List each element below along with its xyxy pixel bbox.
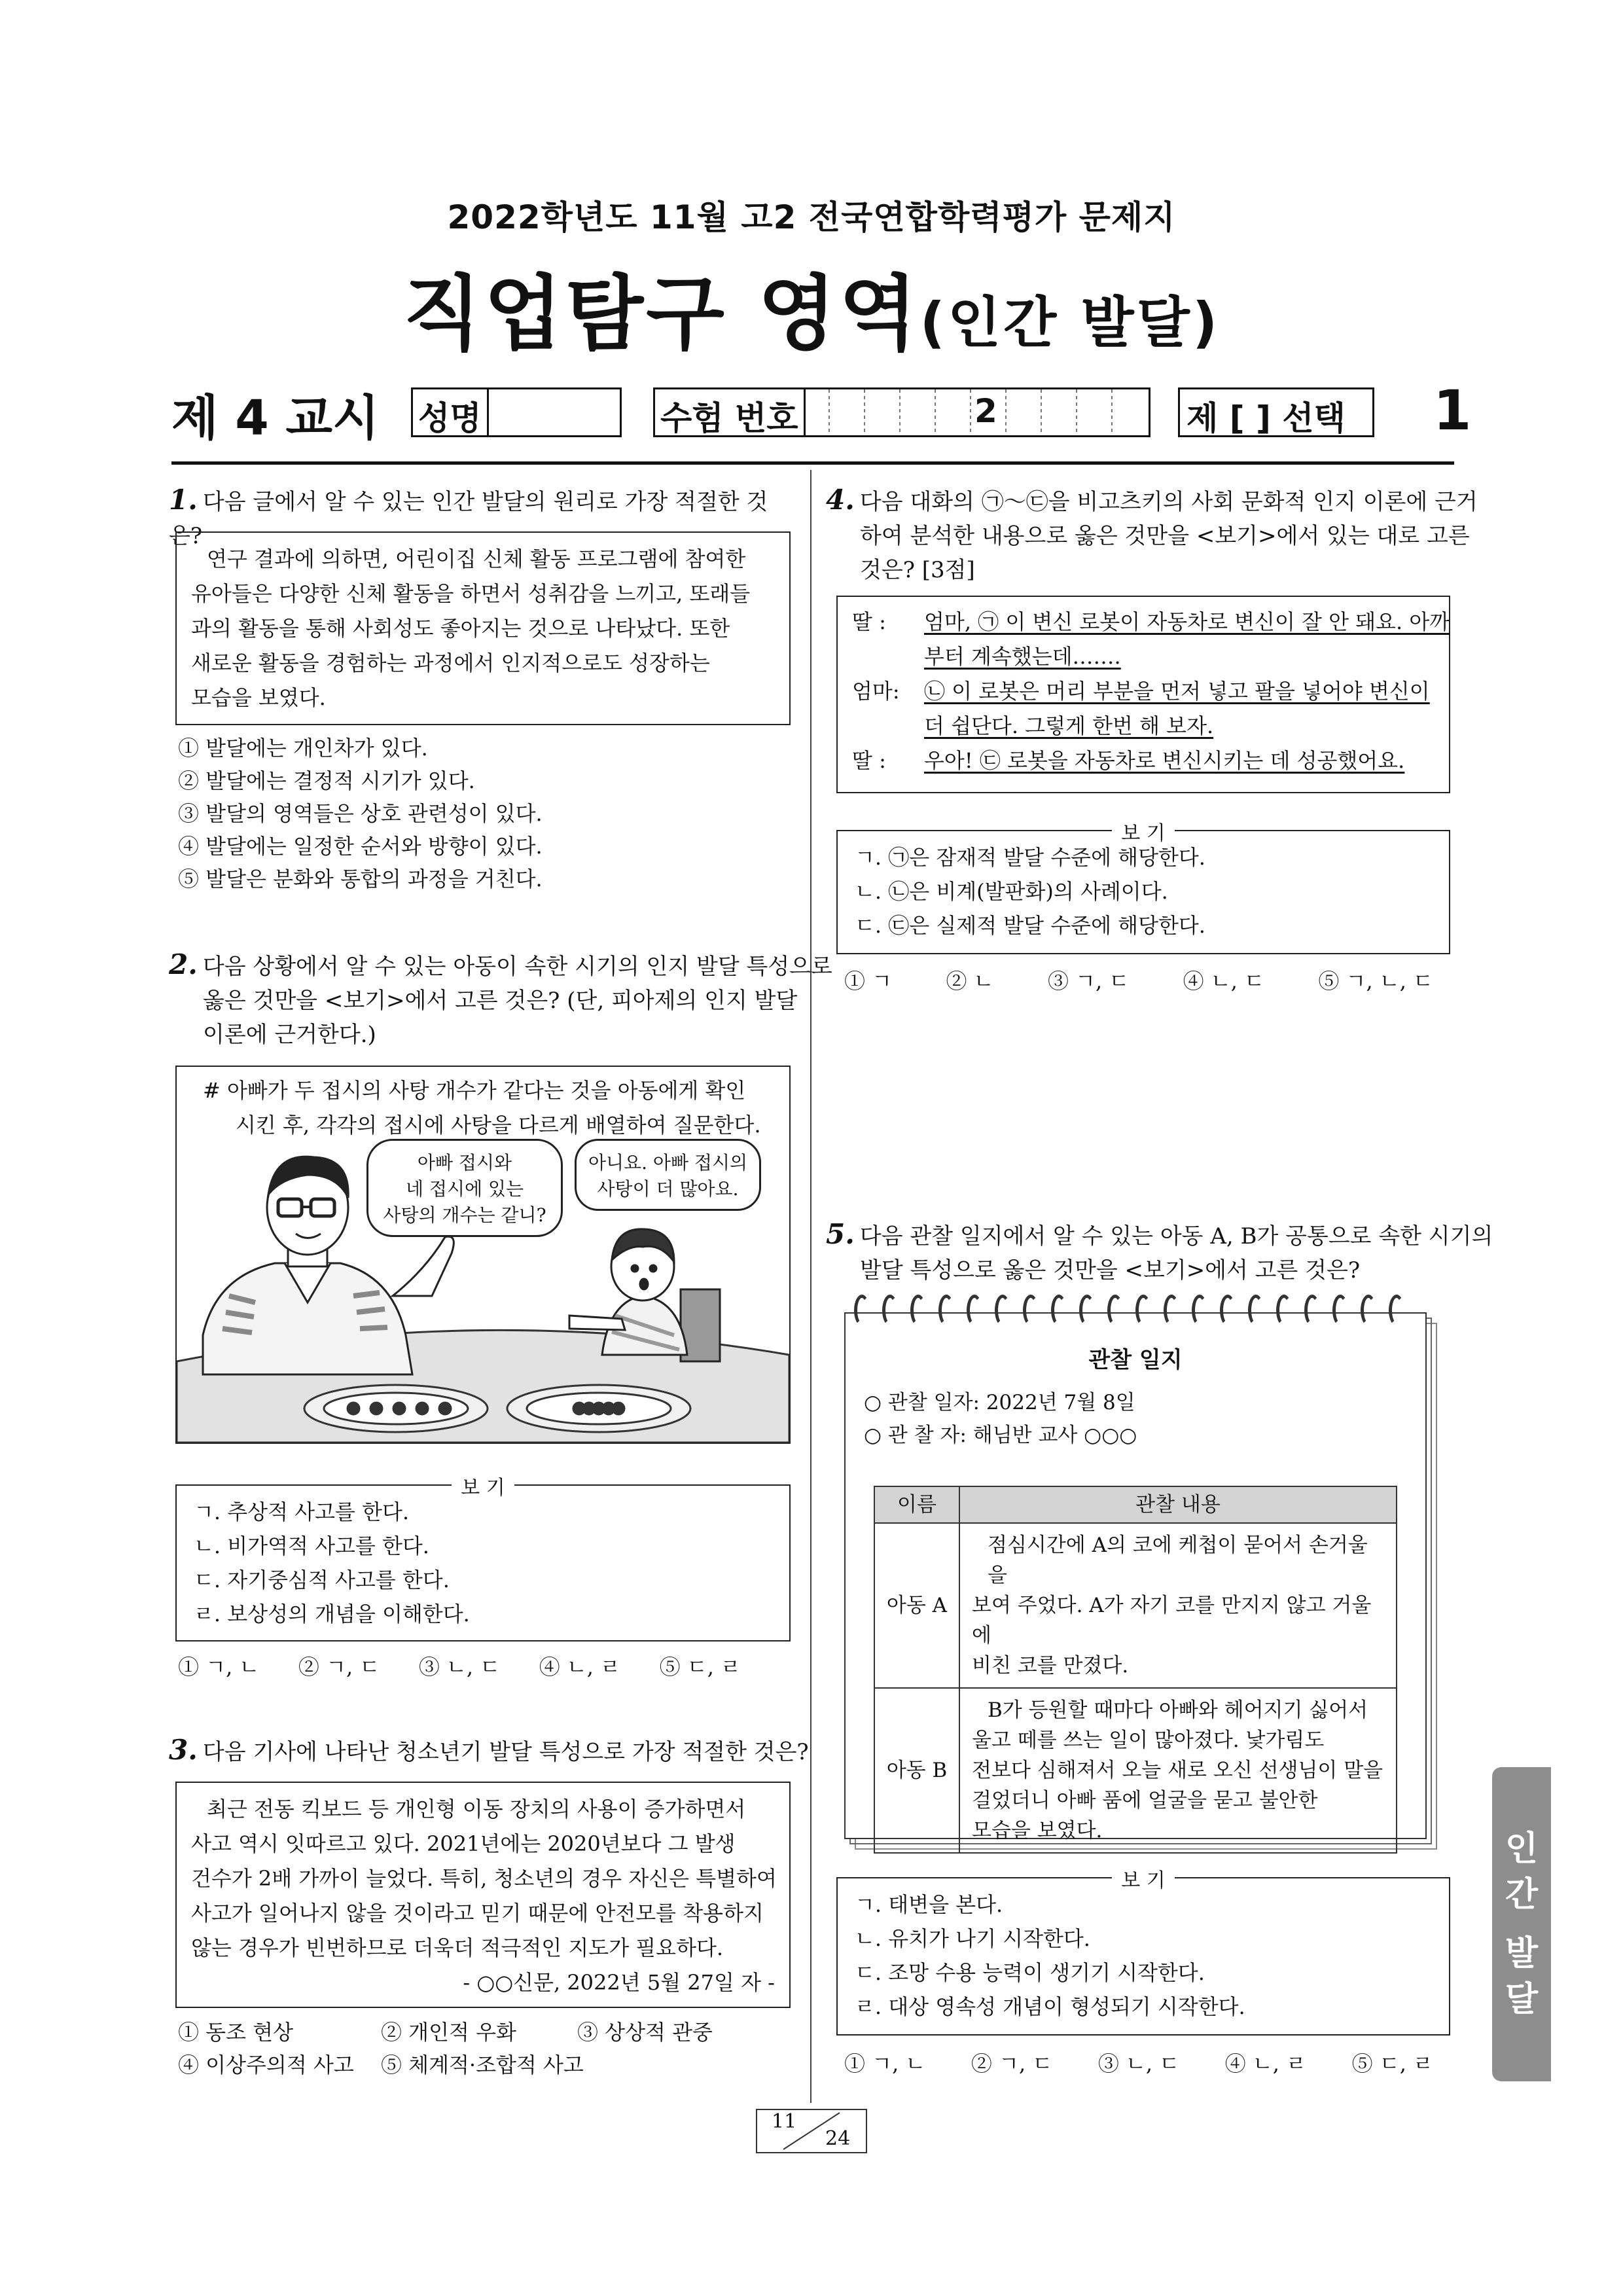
question-3-article bbox=[175, 1782, 791, 2008]
notebook-ring bbox=[1192, 1295, 1207, 1326]
table-header-row bbox=[874, 1486, 1397, 1523]
passage-line: 새로운 활동을 경험하는 과정에서 인지적으로도 성장하는 bbox=[191, 651, 710, 675]
content-line: 울고 떼를 쓰는 일이 많아졌다. 낯가림도 bbox=[972, 1729, 1325, 1752]
choice-3[interactable]: ③ ㄱ, ㄷ bbox=[1047, 969, 1130, 994]
choice-4[interactable]: ④ ㄴ, ㄹ bbox=[1224, 2051, 1307, 2076]
exam-number-cells bbox=[794, 389, 1149, 435]
prompt-line: 것은? [3점] bbox=[860, 557, 975, 583]
child-name: 아동 B bbox=[874, 1688, 959, 1853]
article-line: 사고가 일어나지 않을 것이라고 믿기 때문에 안전모를 착용하지 bbox=[191, 1901, 764, 1926]
bogi-title: 보 기 bbox=[452, 1477, 514, 1499]
page-number: 1 bbox=[1433, 378, 1472, 442]
choice-1[interactable]: ① ㄱ, ㄴ bbox=[844, 2051, 926, 2076]
notebook-ring bbox=[1332, 1295, 1348, 1326]
bogi-item: ㄷ. 조망 수용 능력이 생기기 시작한다. bbox=[855, 1960, 1205, 1985]
choice-1[interactable]: ① ㄱ bbox=[844, 969, 893, 994]
exam-title bbox=[0, 249, 1623, 365]
question-4-choices bbox=[844, 965, 1446, 997]
child-name: 아동 A bbox=[874, 1523, 959, 1688]
page-indicator bbox=[756, 2109, 867, 2153]
choice-2[interactable]: ② ㄱ, ㄷ bbox=[298, 1655, 380, 1679]
notebook-ring bbox=[1051, 1295, 1067, 1326]
current-page: 11 bbox=[772, 2110, 797, 2133]
choice-1[interactable]: ① ㄱ, ㄴ bbox=[178, 1655, 260, 1679]
prompt-line: 옳은 것만을 <보기>에서 고른 것은? (단, 피아제의 인지 발달 bbox=[203, 988, 798, 1014]
bogi-item: ㄷ. ㉢은 실제적 발달 수준에 해당한다. bbox=[855, 913, 1205, 938]
notebook-ring bbox=[1304, 1295, 1320, 1326]
choice-5[interactable]: ⑤ 체계적·조합적 사고 bbox=[381, 2053, 584, 2077]
notebook-ring bbox=[882, 1295, 898, 1326]
bubble-line: 아니요. 아빠 접시의 bbox=[588, 1152, 748, 1174]
question-2-prompt bbox=[169, 948, 832, 1052]
question-1-number: 1. bbox=[169, 484, 198, 516]
content-line: 모습을 보였다. bbox=[972, 1819, 1103, 1842]
question-1-text: 다음 글에서 알 수 있는 인간 발달의 원리로 가장 적절한 것은? bbox=[169, 489, 768, 549]
child-speech-bubble bbox=[575, 1139, 761, 1211]
dialogue-turn: 딸 : 우아! ㉢ 로봇을 자동차로 변신시키는 데 성공했어요. bbox=[852, 744, 1435, 778]
question-2-number: 2. bbox=[169, 948, 198, 980]
prompt-line: 이론에 근거한다.) bbox=[203, 1022, 376, 1048]
choice-5[interactable]: ⑤ ㄷ, ㄹ bbox=[1351, 2051, 1433, 2076]
content-line: B가 등원할 때마다 아빠와 헤어지기 싫어서 bbox=[988, 1698, 1368, 1722]
notebook-ring bbox=[1361, 1295, 1376, 1326]
bubble-line: 아빠 접시와 bbox=[417, 1152, 512, 1174]
question-1-choices bbox=[178, 732, 543, 895]
side-tab-char: 간 bbox=[1505, 1875, 1539, 1914]
speaker-mother: 엄마 bbox=[852, 679, 893, 704]
choice-3[interactable]: ③ ㄴ, ㄷ bbox=[1097, 2051, 1180, 2076]
bogi-title: 보 기 bbox=[1112, 822, 1175, 845]
question-2-choices bbox=[178, 1651, 793, 1683]
dialogue-turn: 딸 : 엄마, ㉠ 이 변신 로봇이 자동차로 변신이 잘 안 돼요. 아까 부터 계속했는데……. bbox=[852, 605, 1435, 674]
choice-5[interactable]: ⑤ ㄱ, ㄴ, ㄷ bbox=[1318, 969, 1433, 994]
notebook-ring bbox=[1079, 1295, 1095, 1326]
question-1-passage bbox=[175, 531, 791, 725]
choice-2[interactable]: ② ㄴ bbox=[946, 969, 994, 994]
question-3-choices bbox=[178, 2016, 793, 2081]
content-line: 비친 코를 만졌다. bbox=[972, 1654, 1129, 1677]
notebook-ring bbox=[1107, 1295, 1123, 1326]
question-3-prompt bbox=[169, 1733, 810, 1769]
scene-line: 시킨 후, 각각의 접시에 사탕을 다르게 배열하여 질문한다. bbox=[236, 1113, 761, 1138]
choice-3[interactable]: ③ ㄴ, ㄷ bbox=[418, 1655, 501, 1679]
choice-4[interactable]: ④ ㄴ, ㄷ bbox=[1183, 969, 1264, 994]
prompt-line: 다음 대화의 ㉠～㉢을 비고츠키의 사회 문화적 인지 이론에 근거 bbox=[859, 489, 1478, 515]
bogi-item: ㄷ. 자기중심적 사고를 한다. bbox=[194, 1568, 450, 1592]
name-label: 성명 bbox=[413, 389, 489, 435]
bogi-item: ㄹ. 대상 영속성 개념이 형성되기 시작한다. bbox=[855, 1994, 1245, 2019]
dialogue-text: 엄마, ㉠ 이 변신 로봇이 자동차로 변신이 잘 안 돼요. 아까 bbox=[924, 609, 1450, 634]
scene-line: # 아빠가 두 접시의 사탕 개수가 같다는 것을 아동에게 확인 bbox=[203, 1078, 746, 1103]
prompt-line: 발달 특성으로 옳은 것만을 <보기>에서 고른 것은? bbox=[860, 1257, 1361, 1283]
speaker-daughter: 딸 bbox=[852, 609, 872, 634]
log-observer: ○ 관 찰 자: 해님반 교사 ○○○ bbox=[864, 1424, 1137, 1447]
question-4-number: 4. bbox=[826, 484, 855, 516]
side-tab-char: 달 bbox=[1505, 1980, 1539, 2019]
choice-4[interactable]: ④ 이상주의적 사고 bbox=[178, 2053, 354, 2077]
article-line: 않는 경우가 빈번하므로 더욱더 적극적인 지도가 필요하다. bbox=[191, 1935, 724, 1960]
notebook-ring bbox=[1220, 1295, 1236, 1326]
bubble-line: 사탕이 더 많아요. bbox=[597, 1178, 739, 1200]
choice-2[interactable]: ② ㄱ, ㄷ bbox=[971, 2051, 1053, 2076]
father-speech-bubble bbox=[366, 1139, 563, 1237]
dialogue-text: 우아! ㉢ 로봇을 자동차로 변신시키는 데 성공했어요. bbox=[924, 748, 1405, 773]
period-label: 제 4 교시 bbox=[171, 390, 380, 446]
choice-2[interactable]: ② 발달에는 결정적 시기가 있다. bbox=[178, 768, 475, 793]
content-line: 점심시간에 A의 코에 케첩이 묻어서 손거울을 bbox=[988, 1534, 1368, 1587]
question-3-text: 다음 기사에 나타난 청소년기 발달 특성으로 가장 적절한 것은? bbox=[202, 1739, 809, 1765]
content-line: 걸었더니 아빠 품에 얼굴을 묻고 불안한 bbox=[972, 1789, 1318, 1812]
question-5-choices bbox=[844, 2047, 1446, 2080]
log-header bbox=[864, 1386, 1137, 1452]
observation-content bbox=[959, 1523, 1397, 1688]
exam-title-main: 직업탐구 영역 bbox=[402, 267, 920, 361]
bogi-title: 보 기 bbox=[1112, 1869, 1175, 1892]
article-line: 사고 역시 잇따르고 있다. 2021년에는 2020년보다 그 발생 bbox=[191, 1831, 736, 1856]
bogi-item: ㄱ. ㉠은 잠재적 발달 수준에 해당한다. bbox=[855, 845, 1205, 870]
question-5-bogi bbox=[836, 1869, 1450, 2036]
total-pages: 24 bbox=[825, 2127, 851, 2150]
observation-content bbox=[959, 1688, 1397, 1853]
child-plate bbox=[507, 1385, 690, 1432]
article-line: 건수가 2배 가까이 늘었다. 특히, 청소년의 경우 자신은 특별하여 bbox=[191, 1866, 777, 1891]
notebook-ring bbox=[995, 1295, 1010, 1326]
question-4-dialogue bbox=[836, 596, 1450, 793]
question-5-prompt bbox=[826, 1217, 1493, 1287]
choice-5[interactable]: ⑤ ㄷ, ㄹ bbox=[659, 1655, 741, 1679]
column-divider bbox=[810, 470, 812, 2103]
choice-5[interactable]: ⑤ 발달은 분화와 통합의 과정을 거친다. bbox=[178, 867, 543, 891]
notebook-ring bbox=[910, 1295, 926, 1326]
bogi-item: ㄴ. 비가역적 사고를 한다. bbox=[194, 1534, 429, 1558]
exam-subtitle: 2022학년도 11월 고2 전국연합학력평가 문제지 bbox=[447, 198, 1176, 236]
choice-3[interactable]: ③ 발달의 영역들은 상호 관련성이 있다. bbox=[178, 801, 543, 826]
choice-4[interactable]: ④ 발달에는 일정한 순서와 방향이 있다. bbox=[178, 834, 543, 859]
log-title: 관찰 일지 bbox=[1088, 1347, 1183, 1373]
dialogue-turn: 엄마: ㉡ 이 로봇은 머리 부분을 먼저 넣고 팔을 넣어야 변신이 더 쉽단다. 그렇게 한번 해 보자. bbox=[852, 674, 1435, 744]
bogi-item: ㄱ. 추상적 사고를 한다. bbox=[194, 1499, 410, 1524]
article-source: - ○○신문, 2022년 5월 27일 자 - bbox=[463, 1970, 775, 1995]
passage-line: 연구 결과에 의하면, 어린이집 신체 활동 프로그램에 참여한 bbox=[207, 547, 746, 571]
notebook-ring bbox=[967, 1295, 982, 1326]
notebook-ring bbox=[1023, 1295, 1039, 1326]
exam-number-box[interactable] bbox=[653, 387, 1150, 437]
prompt-line: 다음 상황에서 알 수 있는 아동이 속한 시기의 인지 발달 특성으로 bbox=[202, 954, 832, 980]
table-row bbox=[874, 1523, 1397, 1688]
choice-3[interactable]: ③ 상상적 관중 bbox=[577, 2020, 713, 2045]
question-4-bogi bbox=[836, 822, 1450, 954]
question-3-number: 3. bbox=[169, 1734, 198, 1766]
column-header-content: 관찰 내용 bbox=[959, 1486, 1397, 1523]
notebook-ring bbox=[1164, 1295, 1179, 1326]
bubble-line: 네 접시에 있는 bbox=[405, 1178, 524, 1200]
notebook-ring bbox=[854, 1295, 870, 1326]
content-line: 전보다 심해져서 오늘 새로 오신 선생님이 말을 bbox=[972, 1759, 1383, 1782]
dad-plate bbox=[304, 1385, 488, 1432]
prompt-line: 하여 분석한 내용으로 옳은 것만을 <보기>에서 있는 대로 고른 bbox=[860, 523, 1470, 549]
side-tab-char: 인 bbox=[1505, 1829, 1539, 1869]
speaker-daughter: 딸 bbox=[852, 748, 872, 773]
choice-2[interactable]: ② 개인적 우화 bbox=[381, 2020, 516, 2045]
observation-table bbox=[874, 1486, 1397, 1854]
dialogue-text: 더 쉽단다. 그렇게 한번 해 보자. bbox=[924, 713, 1214, 738]
dialogue-text: 부터 계속했는데……. bbox=[924, 644, 1121, 669]
exam-number-digit: 2 bbox=[974, 392, 997, 430]
notebook-ring bbox=[1276, 1295, 1292, 1326]
bogi-item: ㄱ. 태변을 본다. bbox=[855, 1892, 1003, 1917]
name-box[interactable] bbox=[411, 387, 622, 437]
header-divider bbox=[171, 461, 1454, 465]
selection-box: 제 [ ] 선택 bbox=[1178, 387, 1374, 437]
prompt-line: 다음 관찰 일지에서 알 수 있는 아동 A, B가 공통으로 속한 시기의 bbox=[859, 1223, 1493, 1249]
subject-side-tab bbox=[1492, 1767, 1551, 2081]
table-row bbox=[874, 1688, 1397, 1853]
exam-number-label: 수험 번호 bbox=[655, 389, 806, 435]
choice-4[interactable]: ④ ㄴ, ㄹ bbox=[539, 1655, 621, 1679]
log-date: ○ 관찰 일자: 2022년 7월 8일 bbox=[864, 1391, 1135, 1414]
content-line: 보여 주었다. A가 자기 코를 만지지 않고 거울에 bbox=[972, 1594, 1372, 1647]
bogi-item: ㄴ. ㉡은 비계(발판화)의 사례이다. bbox=[855, 879, 1168, 904]
bogi-item: ㄹ. 보상성의 개념을 이해한다. bbox=[194, 1602, 470, 1626]
passage-line: 유아들은 다양한 신체 활동을 하면서 성취감을 느끼고, 또래들 bbox=[191, 581, 751, 606]
question-5-number: 5. bbox=[826, 1218, 855, 1250]
side-tab-char: 발 bbox=[1505, 1934, 1539, 1973]
choice-1[interactable]: ① 동조 현상 bbox=[178, 2020, 293, 2045]
notebook-ring bbox=[1135, 1295, 1151, 1326]
column-header-name: 이름 bbox=[874, 1486, 959, 1523]
question-4-prompt bbox=[826, 483, 1478, 587]
passage-line: 모습을 보였다. bbox=[191, 685, 326, 710]
bogi-item: ㄴ. 유치가 나기 시작한다. bbox=[855, 1926, 1090, 1951]
article-line: 최근 전동 킥보드 등 개인형 이동 장치의 사용이 증가하면서 bbox=[207, 1797, 746, 1821]
passage-line: 과의 활동을 통해 사회성도 좋아지는 것으로 나타났다. 또한 bbox=[191, 616, 730, 641]
notebook-ring bbox=[938, 1295, 954, 1326]
choice-1[interactable]: ① 발달에는 개인차가 있다. bbox=[178, 736, 428, 761]
question-2-bogi bbox=[175, 1477, 791, 1641]
bubble-line: 사탕의 개수는 같니? bbox=[383, 1204, 546, 1226]
notebook-ring bbox=[1389, 1295, 1404, 1326]
notebook-ring bbox=[1248, 1295, 1264, 1326]
dialogue-text: ㉡ 이 로봇은 머리 부분을 먼저 넣고 팔을 넣어야 변신이 bbox=[924, 679, 1430, 704]
exam-title-subject: (인간 발달) bbox=[919, 291, 1221, 355]
